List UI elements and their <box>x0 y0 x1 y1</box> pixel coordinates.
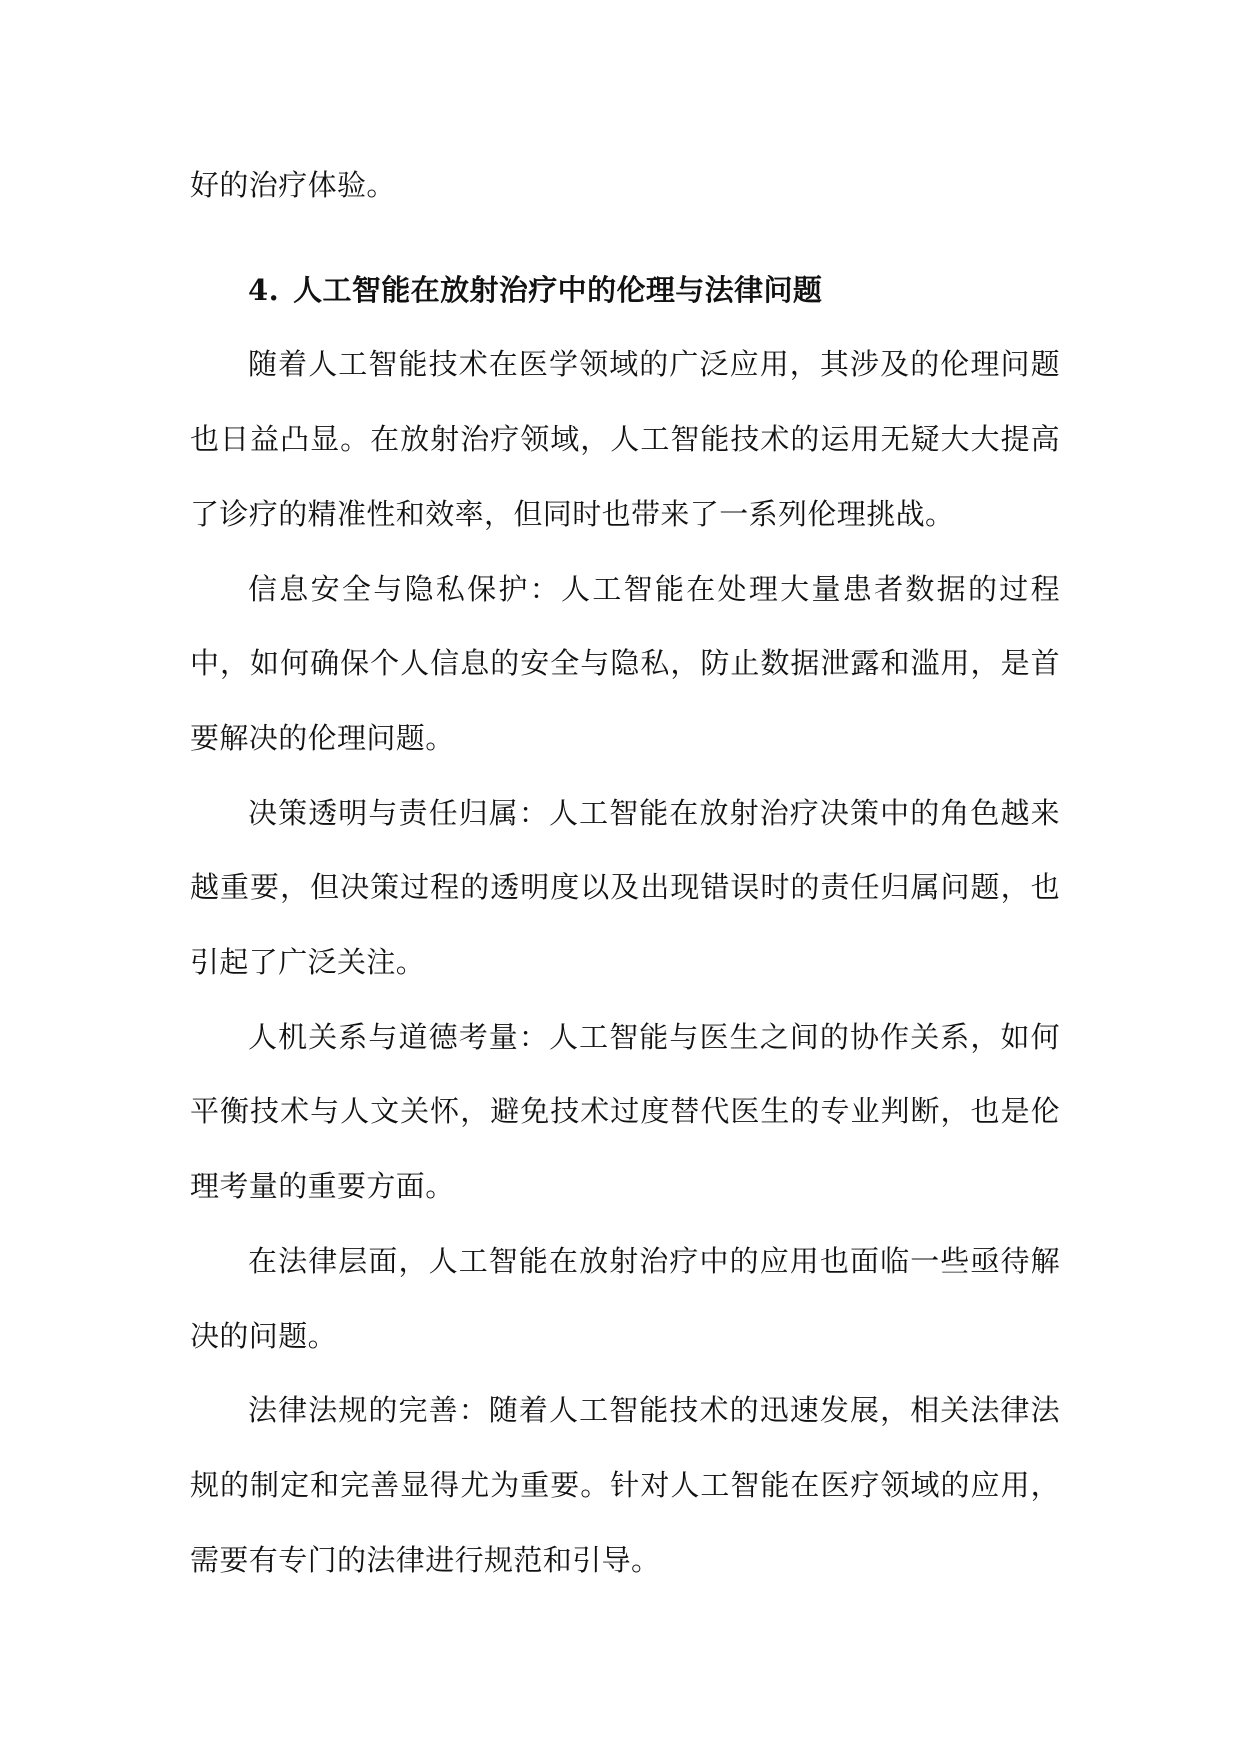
paragraph-transparency: 决策透明与责任归属：人工智能在放射治疗决策中的角色越来越重要，但决策过程的透明度以及出现错误时的责任归属问题，也引起了广泛关注。 <box>190 795 1060 980</box>
paragraph-intro: 随着人工智能技术在医学领域的广泛应用，其涉及的伦理问题也日益凸显。在放射治疗领域，人工智能技术的运用无疑大大提高了诊疗的精准性和效率，但同时也带来了一系列伦理挑战。 <box>190 347 1060 531</box>
section-spacer <box>190 223 1060 253</box>
paragraph-legislation: 法律法规的完善：随着人工智能技术的迅速发展，相关法律法规的制定和完善显得尤为重要。针对人工智能在医疗领域的应用，需要有专门的法律进行规范和引导。 <box>190 1393 1060 1577</box>
paragraph-privacy: 信息安全与隐私保护：人工智能在处理大量患者数据的过程中，如何确保个人信息的安全与隐私，防止数据泄露和滥用，是首要解决的伦理问题。 <box>190 571 1060 755</box>
document-body <box>190 148 1060 1597</box>
paragraph-human-machine: 人机关系与道德考量：人工智能与医生之间的协作关系，如何平衡技术与人文关怀，避免技术过度替代医生的专业判断，也是伦理考量的重要方面。 <box>190 1019 1060 1204</box>
section-heading <box>190 253 1060 328</box>
section-title: 人工智能在放射治疗中的伦理与法律问题 <box>293 272 823 307</box>
continuation-text: 好的治疗体验。 <box>190 168 396 202</box>
paragraph-legal-intro: 在法律层面，人工智能在放射治疗中的应用也面临一些亟待解决的问题。 <box>190 1243 1060 1353</box>
section-number: 4. <box>248 272 280 307</box>
